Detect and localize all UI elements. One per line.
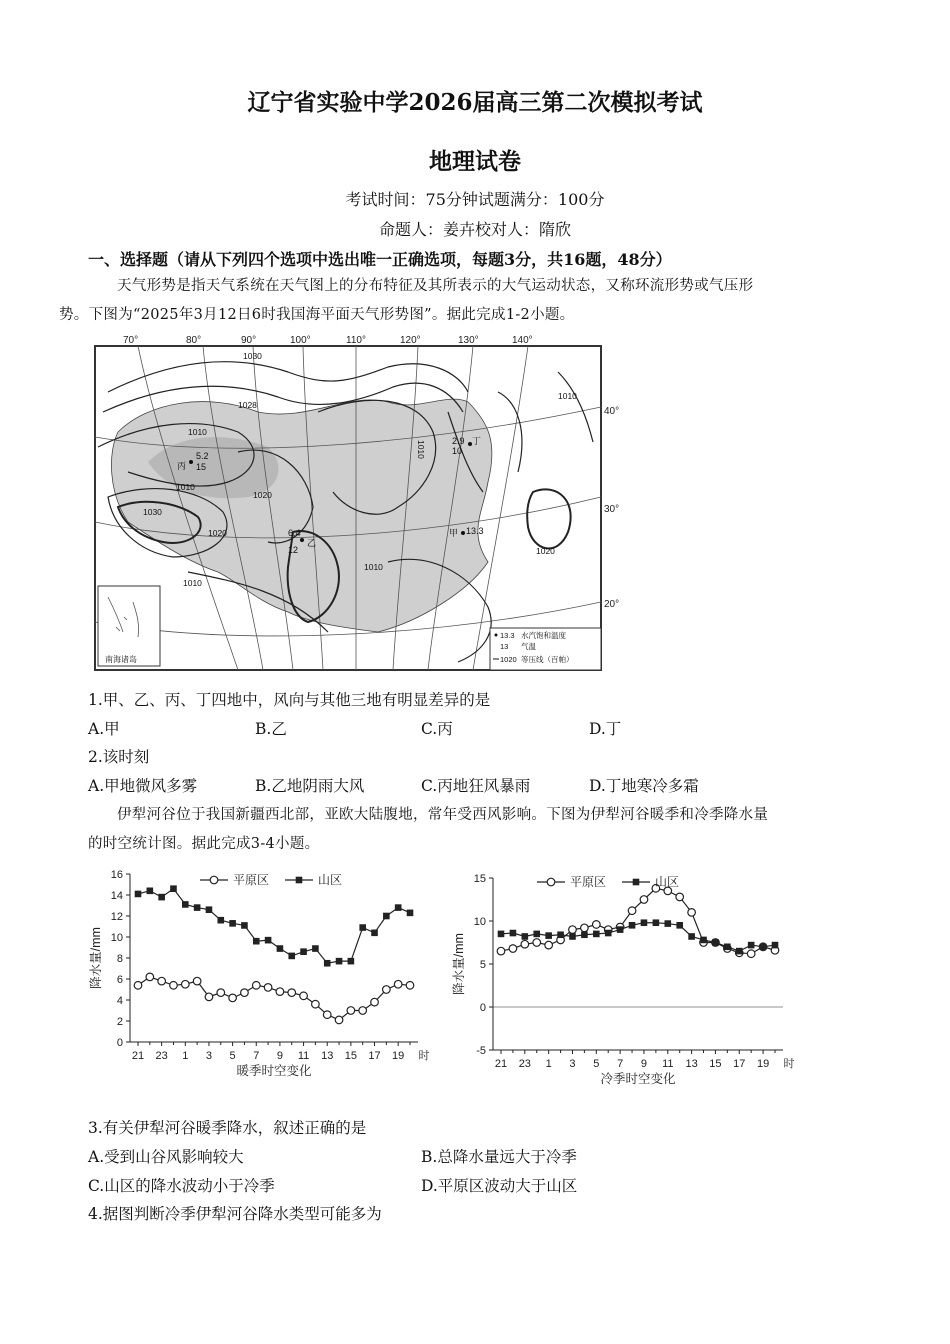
q2-option-c[interactable]: C.丙地狂风暴雨 bbox=[421, 777, 531, 795]
lon-label: 80° bbox=[186, 335, 202, 346]
data-point bbox=[241, 922, 248, 929]
lat-label: 40° bbox=[604, 406, 620, 417]
isobar-label: 1010 bbox=[188, 427, 207, 437]
data-point bbox=[676, 893, 684, 901]
section-heading: 一、选择题（请从下列四个选项中选出唯一正确选项，每题3分，共16题，48分） bbox=[88, 250, 672, 269]
data-point bbox=[300, 948, 307, 955]
cold-season-chart bbox=[452, 862, 795, 1086]
q1-option-c[interactable]: C.丙 bbox=[421, 720, 453, 738]
lon-label: 100° bbox=[290, 335, 311, 346]
data-point bbox=[394, 980, 402, 988]
isobar-label: 1010 bbox=[558, 391, 577, 401]
question-3-stem: 3.有关伊犁河谷暖季降水，叙述正确的是 bbox=[88, 1119, 367, 1137]
legend-temp-text: 气温 bbox=[521, 642, 536, 651]
station-ding-dew: 2.9 bbox=[452, 436, 465, 446]
legend-dew-text: 水汽饱和温度 bbox=[521, 631, 566, 640]
station-bing-dew: 5.2 bbox=[196, 451, 209, 461]
station-yi-dew: 6.4 bbox=[288, 528, 301, 538]
data-point bbox=[312, 945, 319, 952]
x-tick-label: 1 bbox=[182, 1050, 189, 1062]
legend-isobar-value: 1020 bbox=[500, 655, 517, 664]
lat-label: 30° bbox=[604, 504, 620, 515]
x-tick-label: 3 bbox=[205, 1050, 213, 1062]
series-line-1 bbox=[501, 923, 775, 951]
data-point bbox=[569, 933, 576, 940]
exam-authors: 命题人：姜卉校对人：隋欣 bbox=[378, 220, 571, 239]
x-tick-label: 7 bbox=[617, 1058, 624, 1070]
intro-paragraph-1 bbox=[59, 272, 863, 330]
data-point bbox=[545, 932, 552, 939]
data-point bbox=[182, 901, 189, 908]
legend-marker bbox=[547, 878, 555, 886]
x-tick-label: 21 bbox=[131, 1050, 145, 1062]
data-point bbox=[700, 937, 707, 944]
weather-map bbox=[88, 332, 628, 674]
data-point bbox=[288, 953, 295, 960]
isobar-label: 1030 bbox=[143, 507, 162, 517]
x-tick-label: 13 bbox=[321, 1050, 334, 1062]
warm-season-chart bbox=[88, 858, 433, 1084]
data-point bbox=[688, 909, 696, 917]
data-point bbox=[336, 958, 343, 965]
data-point bbox=[569, 926, 577, 934]
y-tick-label: 15 bbox=[473, 873, 486, 885]
intro2-line-2: 的时空统计图。据此完成3-4小题。 bbox=[88, 836, 320, 852]
y-axis-label: 降水量/mm bbox=[452, 933, 466, 995]
y-tick-label: -5 bbox=[476, 1045, 486, 1057]
x-tick-label: 19 bbox=[756, 1058, 770, 1070]
isobar-label: 1020 bbox=[536, 546, 555, 556]
data-point bbox=[557, 931, 564, 938]
q3-option-b[interactable]: B.总降水量远大于冷季 bbox=[421, 1148, 577, 1166]
data-point bbox=[522, 933, 529, 940]
data-point bbox=[158, 894, 165, 901]
station-jia-dew: 13.3 bbox=[466, 526, 484, 536]
station-yi-temp: 12 bbox=[288, 545, 299, 555]
q3-option-d[interactable]: D.平原区波动大于山区 bbox=[421, 1177, 578, 1195]
y-tick-label: 16 bbox=[110, 869, 123, 881]
x-tick-label: 1 bbox=[545, 1058, 552, 1070]
data-point bbox=[324, 960, 331, 967]
legend-label: 山区 bbox=[655, 875, 680, 889]
data-point bbox=[605, 930, 612, 937]
legend-marker bbox=[210, 876, 218, 884]
data-point bbox=[371, 930, 378, 937]
lat-label: 20° bbox=[604, 599, 620, 610]
data-point bbox=[276, 988, 284, 996]
x-tick-label: 3 bbox=[569, 1058, 576, 1070]
isobar-label: 1030 bbox=[243, 351, 262, 361]
data-point bbox=[205, 993, 213, 1001]
y-tick-label: 10 bbox=[110, 932, 123, 944]
question-2-stem: 2.该时刻 bbox=[88, 748, 150, 766]
isobar-label: 1010 bbox=[364, 562, 383, 572]
data-point bbox=[407, 910, 414, 917]
q2-option-d[interactable]: D.丁地寒冷多霜 bbox=[589, 777, 699, 795]
x-axis-label: 冷季时空变化 bbox=[600, 1072, 676, 1086]
data-point bbox=[545, 941, 553, 949]
x-tick-label: 9 bbox=[276, 1050, 283, 1062]
data-point bbox=[640, 896, 648, 904]
y-tick-label: 10 bbox=[473, 916, 486, 928]
data-point bbox=[628, 907, 636, 915]
data-point bbox=[359, 924, 366, 931]
exam-title: 辽宁省实验中学2026届高三第二次模拟考试 bbox=[247, 89, 703, 116]
q1-option-b[interactable]: B.乙 bbox=[255, 720, 287, 738]
station-ding-name: 丁 bbox=[472, 436, 482, 446]
data-point bbox=[748, 942, 755, 949]
data-point bbox=[359, 1007, 367, 1015]
intro-paragraph-2 bbox=[88, 801, 863, 859]
question-4-stem: 4.据图判断冷季伊犁河谷降水类型可能多为 bbox=[88, 1205, 382, 1223]
legend-dew-value: 13.3 bbox=[500, 631, 515, 640]
intro2-line-1: 伊犁河谷位于我国新疆西北部，亚欧大陆腹地，常年受西风影响。下图为伊犁河谷暖季和冷季降水量 bbox=[117, 807, 769, 823]
south-sea-inset bbox=[98, 586, 160, 666]
station-jia-name: 甲 bbox=[449, 528, 459, 538]
data-point bbox=[498, 931, 505, 938]
data-point bbox=[206, 906, 213, 913]
data-point bbox=[241, 989, 249, 997]
station-yi-name: 乙 bbox=[307, 538, 317, 548]
station-dot-bing bbox=[189, 460, 193, 464]
q1-option-a[interactable]: A.甲 bbox=[88, 720, 120, 738]
data-point bbox=[497, 947, 505, 955]
data-point bbox=[383, 913, 390, 920]
lon-label: 90° bbox=[241, 335, 257, 346]
data-point bbox=[664, 920, 671, 927]
x-tick-label: 17 bbox=[368, 1050, 381, 1062]
data-point bbox=[406, 982, 414, 990]
data-point bbox=[182, 980, 190, 988]
y-tick-label: 2 bbox=[116, 1016, 123, 1028]
data-point bbox=[533, 931, 540, 938]
y-tick-label: 0 bbox=[116, 1037, 123, 1049]
station-dot-jia bbox=[461, 531, 465, 535]
data-point bbox=[194, 904, 201, 911]
data-point bbox=[581, 924, 589, 932]
data-point bbox=[134, 982, 142, 990]
data-point bbox=[747, 950, 755, 958]
data-point bbox=[593, 921, 601, 929]
intro-line-1: 天气形势是指天气系统在天气图上的分布特征及其所表示的大气运动状态，又称环流形势或气压形 bbox=[117, 278, 754, 294]
data-point bbox=[229, 994, 237, 1002]
data-point bbox=[712, 939, 719, 946]
isobar-label: 1010 bbox=[176, 482, 195, 492]
data-point bbox=[288, 989, 296, 997]
data-point bbox=[629, 922, 636, 929]
data-point bbox=[253, 938, 260, 945]
data-point bbox=[347, 1007, 355, 1015]
lon-label: 70° bbox=[123, 335, 139, 346]
data-point bbox=[312, 1000, 320, 1008]
x-tick-label: 时 bbox=[783, 1058, 795, 1070]
isobar-label: 1010 bbox=[416, 440, 426, 459]
isobar-label: 1020 bbox=[253, 490, 272, 500]
longitude-labels bbox=[123, 335, 533, 346]
y-tick-label: 12 bbox=[110, 911, 123, 923]
data-point bbox=[348, 958, 355, 965]
data-point bbox=[265, 937, 272, 944]
question-1-stem: 1.甲、乙、丙、丁四地中，风向与其他三地有明显差异的是 bbox=[88, 691, 491, 709]
data-point bbox=[264, 984, 272, 992]
x-tick-label: 9 bbox=[640, 1058, 648, 1070]
x-tick-label: 19 bbox=[392, 1050, 405, 1062]
q2-option-b[interactable]: B.乙地阴雨大风 bbox=[255, 777, 365, 795]
x-tick-label: 15 bbox=[344, 1050, 357, 1062]
isobar-label: 1028 bbox=[238, 400, 257, 410]
y-tick-label: 5 bbox=[479, 959, 486, 971]
data-point bbox=[217, 917, 224, 924]
legend-temp-value: 13 bbox=[500, 642, 509, 651]
data-point bbox=[533, 939, 541, 947]
y-tick-label: 14 bbox=[110, 890, 123, 902]
data-point bbox=[641, 919, 648, 926]
x-tick-label: 5 bbox=[593, 1058, 600, 1070]
x-tick-label: 15 bbox=[709, 1058, 722, 1070]
intro-line-2: 势。下图为“2025年3月12日6时我国海平面天气形势图”。据此完成1-2小题。 bbox=[59, 307, 575, 323]
legend-label: 平原区 bbox=[233, 873, 270, 887]
station-ding-temp: 10 bbox=[452, 446, 463, 456]
exam-subtitle: 地理试卷 bbox=[429, 148, 521, 175]
isobar-label: 1010 bbox=[183, 578, 202, 588]
data-point bbox=[300, 992, 308, 1000]
x-tick-label: 5 bbox=[229, 1050, 236, 1062]
data-point bbox=[277, 945, 284, 952]
data-point bbox=[593, 931, 600, 938]
x-tick-label: 17 bbox=[733, 1058, 746, 1070]
data-point bbox=[146, 973, 154, 981]
y-tick-label: 6 bbox=[116, 974, 123, 986]
data-point bbox=[521, 940, 529, 948]
data-point bbox=[252, 982, 260, 990]
data-point bbox=[676, 922, 683, 929]
q3-option-a[interactable]: A.受到山谷风影响较大 bbox=[88, 1148, 244, 1166]
x-tick-label: 13 bbox=[685, 1058, 698, 1070]
x-tick-label: 21 bbox=[494, 1058, 508, 1070]
series-line-1 bbox=[138, 889, 410, 964]
lon-label: 110° bbox=[346, 335, 366, 346]
station-dot-yi bbox=[300, 538, 304, 542]
data-point bbox=[772, 942, 779, 949]
y-axis-label: 降水量/mm bbox=[89, 927, 103, 989]
q3-option-c[interactable]: C.山区的降水波动小于冷季 bbox=[88, 1177, 275, 1195]
legend-isobar-text: 等压线（百帕） bbox=[521, 655, 574, 664]
x-axis-label: 暖季时空变化 bbox=[236, 1064, 312, 1078]
x-tick-label: 23 bbox=[518, 1058, 531, 1070]
legend-marker bbox=[296, 877, 303, 884]
legend-dot bbox=[495, 634, 498, 637]
data-point bbox=[229, 920, 236, 927]
station-bing-temp: 15 bbox=[196, 462, 207, 472]
legend-label: 平原区 bbox=[570, 875, 607, 889]
data-point bbox=[383, 986, 391, 994]
data-point bbox=[653, 919, 660, 926]
lon-label: 140° bbox=[512, 335, 533, 346]
data-point bbox=[371, 998, 379, 1006]
data-point bbox=[158, 977, 166, 985]
data-point bbox=[335, 1016, 343, 1024]
data-point bbox=[395, 904, 402, 911]
data-point bbox=[170, 982, 178, 990]
data-point bbox=[617, 926, 624, 933]
x-tick-label: 时 bbox=[418, 1050, 430, 1062]
series-line-0 bbox=[138, 977, 410, 1020]
data-point bbox=[760, 944, 767, 951]
data-point bbox=[135, 891, 142, 898]
station-bing-name: 丙 bbox=[177, 461, 187, 471]
legend-marker bbox=[633, 879, 640, 886]
data-point bbox=[736, 948, 743, 955]
data-point bbox=[323, 1011, 331, 1019]
x-tick-label: 11 bbox=[662, 1058, 674, 1070]
q1-option-d[interactable]: D.丁 bbox=[589, 720, 622, 738]
data-point bbox=[193, 977, 201, 985]
lon-label: 120° bbox=[400, 335, 421, 346]
data-point bbox=[510, 930, 517, 937]
y-tick-label: 8 bbox=[116, 953, 123, 965]
isobar-label: 1020 bbox=[208, 528, 227, 538]
data-point bbox=[509, 945, 517, 953]
data-point bbox=[147, 888, 154, 895]
y-tick-label: 0 bbox=[479, 1002, 486, 1014]
inset-label: 南海诸岛 bbox=[105, 655, 137, 664]
data-point bbox=[724, 944, 731, 951]
x-tick-label: 11 bbox=[297, 1050, 310, 1062]
x-tick-label: 23 bbox=[155, 1050, 168, 1062]
data-point bbox=[170, 885, 177, 892]
q2-option-a[interactable]: A.甲地微风多雾 bbox=[88, 777, 198, 795]
data-point bbox=[688, 933, 695, 940]
y-tick-label: 4 bbox=[116, 995, 123, 1007]
lon-label: 130° bbox=[458, 335, 479, 346]
series-line-0 bbox=[501, 888, 775, 953]
latitude-labels bbox=[604, 406, 619, 610]
data-point bbox=[581, 931, 588, 938]
data-point bbox=[217, 989, 225, 997]
exam-info: 考试时间：75分钟试题满分：100分 bbox=[345, 190, 605, 209]
x-tick-label: 7 bbox=[253, 1050, 260, 1062]
legend-label: 山区 bbox=[318, 873, 343, 887]
